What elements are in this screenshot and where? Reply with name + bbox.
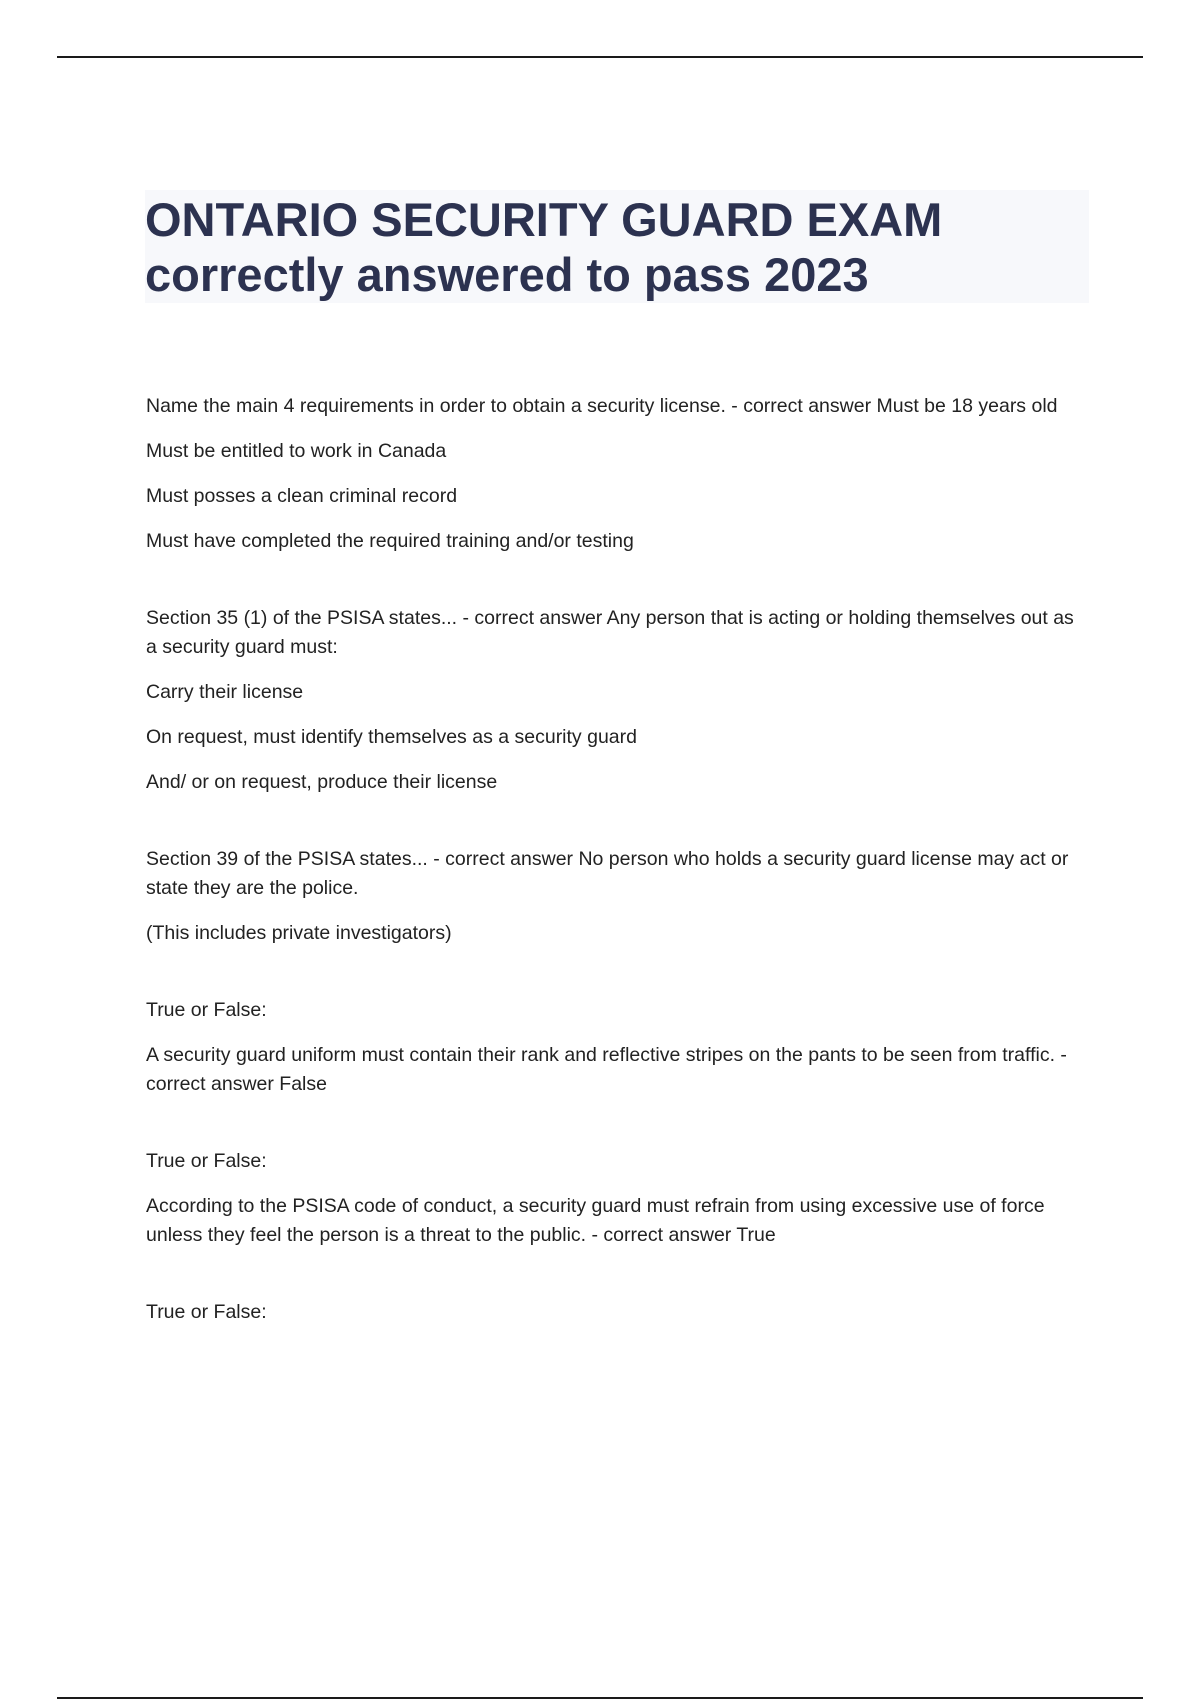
qa-item <box>146 1298 1086 1327</box>
question-paragraph: True or False: <box>146 999 267 1021</box>
answer-paragraph: On request, must identify themselves as a security guard <box>146 726 637 748</box>
answer-paragraph: Must posses a clean criminal record <box>146 485 458 507</box>
answer-paragraph: (This includes private investigators) <box>146 922 452 944</box>
question-paragraph: True or False: <box>146 1150 267 1172</box>
document-body <box>146 392 1086 1343</box>
answer-paragraph: Must have completed the required training and/or testing <box>146 530 634 552</box>
answer-paragraph: Carry their license <box>146 681 304 703</box>
question-paragraph: Name the main 4 requirements in order to obtain a security license. - correct answer Must be 18 years old <box>146 395 1058 417</box>
answer-paragraph: According to the PSISA code of conduct, a security guard must refrain from using excessive use of force unless they feel the person is a threat to the public. - correct answer True <box>146 1195 1045 1246</box>
qa-item <box>146 604 1086 797</box>
bottom-rule <box>57 1697 1143 1699</box>
qa-item <box>146 996 1086 1099</box>
title-line-1: ONTARIO SECURITY GUARD EXAM <box>145 193 943 246</box>
top-rule <box>57 56 1143 58</box>
qa-item <box>146 845 1086 948</box>
title-line-2: correctly answered to pass 2023 <box>145 248 869 301</box>
question-paragraph: Section 39 of the PSISA states... - correct answer No person who holds a security guard license may act or state they are the police. <box>146 848 1069 899</box>
document-title <box>145 190 1089 303</box>
qa-item <box>146 392 1086 556</box>
qa-item <box>146 1147 1086 1250</box>
answer-paragraph: A security guard uniform must contain their rank and reflective stripes on the pants to be seen from traffic. - correct answer False <box>146 1044 1067 1095</box>
answer-paragraph: Must be entitled to work in Canada <box>146 440 447 462</box>
question-paragraph: Section 35 (1) of the PSISA states... - correct answer Any person that is acting or holding themselves out as a security guard must: <box>146 607 1074 658</box>
question-paragraph: True or False: <box>146 1301 267 1323</box>
answer-paragraph: And/ or on request, produce their license <box>146 771 498 793</box>
